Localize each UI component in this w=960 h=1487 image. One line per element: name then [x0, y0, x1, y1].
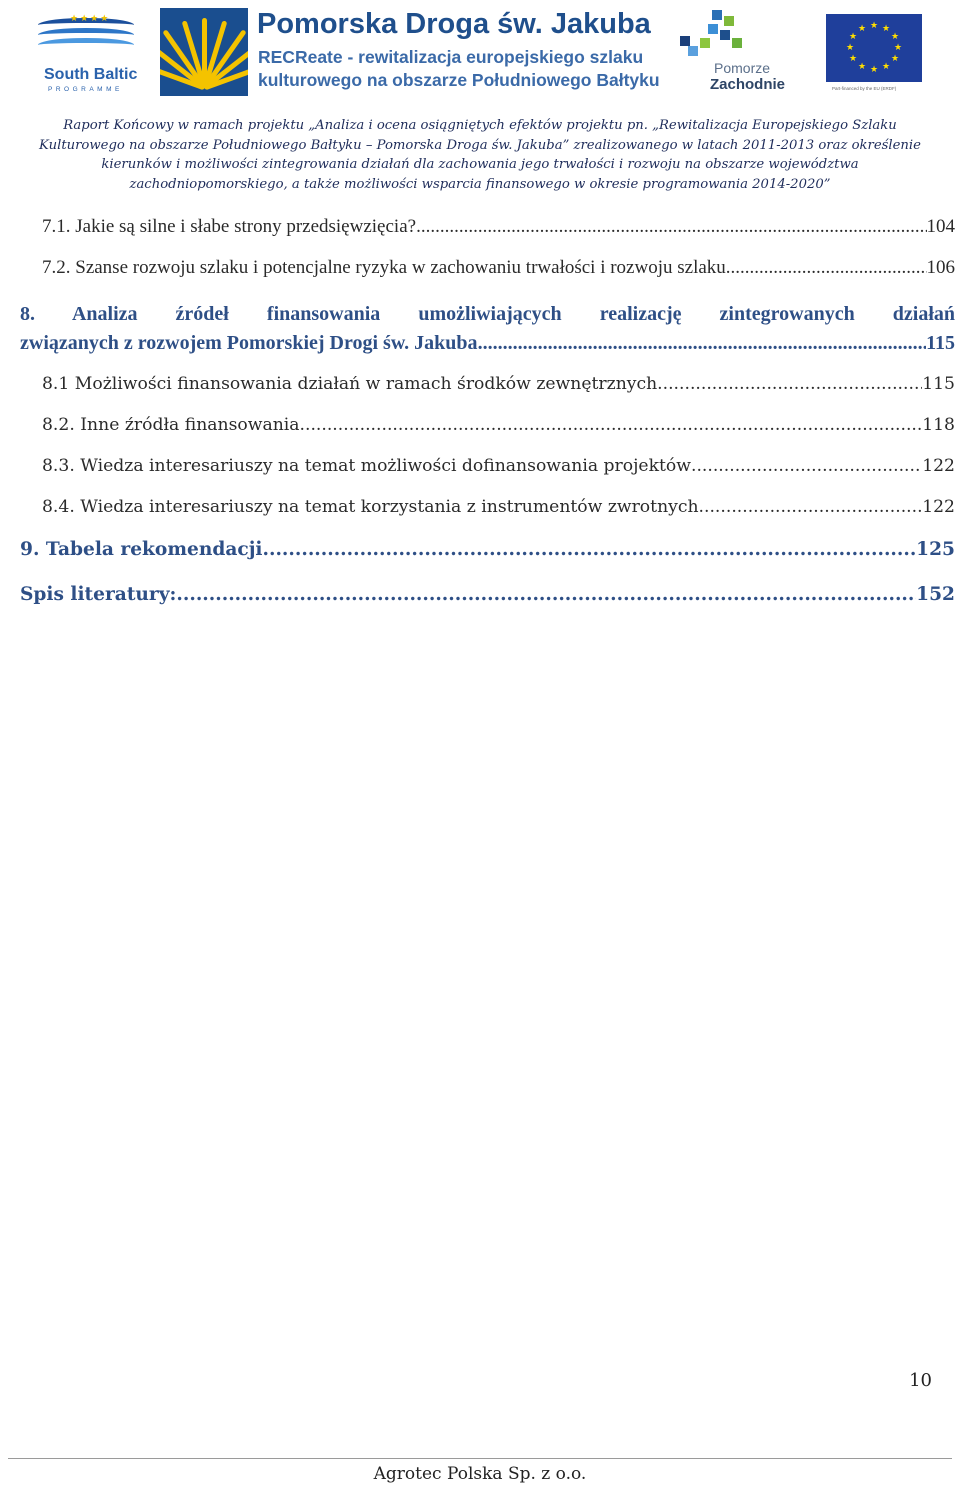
zachodnie-text: Zachodnie — [710, 76, 786, 93]
south-baltic-name: South Baltic — [44, 66, 138, 83]
eu-caption: Part-financed by the EU (ERDF) — [832, 86, 897, 91]
toc-leader-dots — [416, 216, 926, 238]
toc-entry-literature[interactable] — [20, 584, 955, 605]
toc-page-number: 106 — [926, 257, 955, 278]
toc-leader-dots — [726, 257, 927, 279]
project-subtitle — [258, 46, 660, 92]
toc-page-number: 122 — [922, 456, 955, 476]
toc-leader-dots — [478, 332, 927, 355]
toc-label-line-2: związanych z rozwojem Pomorskiej Drogi św. Jakuba — [20, 332, 478, 354]
toc-entry-8[interactable] — [20, 298, 955, 330]
toc-label: 9. Tabela rekomendacji — [20, 539, 263, 560]
toc-leader-dots — [176, 584, 916, 605]
toc-page-number: 115 — [922, 374, 955, 394]
toc-entry-8-2[interactable] — [42, 415, 955, 435]
scallop-shell-logo — [160, 8, 248, 96]
page-number: 10 — [909, 1370, 932, 1391]
header-banner — [0, 0, 960, 108]
report-header-line: kierunków i możliwości zintegrowania działań dla zachowania jego trwałości i rozwoju na obszarze województwa — [101, 157, 859, 172]
pomorze-text: Pomorze — [714, 60, 771, 76]
toc-label-line-1: 8. Analiza źródeł finansowania umożliwiających realizację zintegrowanych działań — [20, 303, 955, 325]
toc-entry-7-2[interactable] — [42, 257, 955, 279]
report-header-line: Kulturowego na obszarze Południowego Bałtyku – Pomorska Droga św. Jakuba” zrealizowanego w latach 2011-2013 oraz określenie — [39, 137, 921, 153]
toc-page-number: 125 — [916, 539, 955, 560]
toc-entry-7-1[interactable] — [42, 216, 955, 238]
toc-entry-9[interactable] — [20, 539, 955, 560]
toc-entry-8-4[interactable] — [42, 497, 955, 517]
toc-leader-dots — [691, 456, 922, 476]
toc-label: 8.3. Wiedza interesariuszy na temat możliwości dofinansowania projektów — [42, 456, 691, 476]
toc-entry-8-1[interactable] — [42, 374, 955, 394]
toc-label: 8.1 Możliwości finansowania działań w ramach środków zewnętrznych — [42, 374, 658, 394]
toc-leader-dots — [300, 415, 923, 435]
project-subtitle-line-1: RECReate - rewitalizacja europejskiego szlaku — [258, 47, 644, 67]
toc-label: 8.2. Inne źródła finansowania — [42, 415, 300, 435]
footer-divider — [8, 1458, 952, 1459]
pomorze-zachodnie-logo — [678, 8, 796, 100]
toc-label: 8.4. Wiedza interesariuszy na temat korzystania z instrumentów zwrotnych — [42, 497, 699, 517]
eu-flag-logo: ★ ★ ★ ★ ★ ★ ★ ★ ★ ★ ★ ★ — [826, 14, 922, 82]
toc-page-number: 104 — [926, 216, 955, 237]
toc-page-number: 122 — [922, 497, 955, 517]
report-header — [20, 116, 940, 194]
toc-page-number: 115 — [926, 332, 955, 354]
south-baltic-programme: PROGRAMME — [48, 86, 123, 93]
toc-label: Spis literatury: — [20, 584, 177, 605]
toc-leader-dots — [263, 539, 917, 560]
toc-label: 7.2. Szanse rozwoju szlaku i potencjalne ryzyka w zachowaniu trwałości i rozwoju szlaku — [42, 257, 726, 278]
footer-company: Agrotec Polska Sp. z o.o. — [373, 1464, 587, 1484]
toc-leader-dots — [699, 497, 923, 517]
project-title: Pomorska Droga św. Jakuba — [257, 8, 651, 40]
south-baltic-logo: ★★★★ South Baltic PROGRAMME — [30, 10, 140, 100]
toc-page-number: 118 — [922, 415, 955, 435]
toc-entry-8-3[interactable] — [42, 456, 955, 476]
toc-entry-8-continued[interactable] — [20, 332, 955, 355]
toc-label: 7.1. Jakie są silne i słabe strony przedsięwzięcia? — [42, 216, 417, 237]
report-header-line: Raport Końcowy w ramach projektu „Analiza i ocena osiągniętych efektów projektu pn. „Rewitalizacja Europejskiego Szlaku — [63, 118, 897, 133]
toc-page-number: 152 — [916, 584, 955, 605]
report-header-line: zachodniopomorskiego, a także możliwości wsparcia finansowego w okresie programowania 2014-2020” — [129, 176, 831, 192]
toc-leader-dots — [657, 374, 922, 394]
project-subtitle-line-2: kulturowego na obszarze Południowego Bałtyku — [258, 70, 660, 90]
